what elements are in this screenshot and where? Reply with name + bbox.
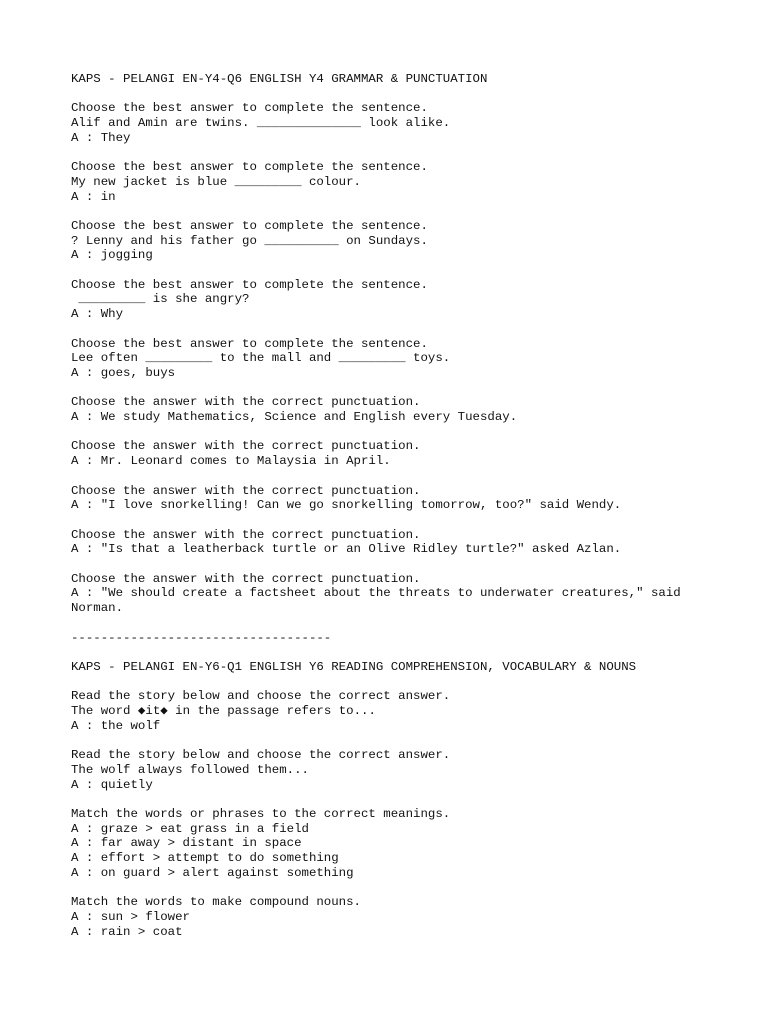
question-instruction: Choose the best answer to complete the sentence. [71,218,428,233]
answer-line: A : graze > eat grass in a field [71,821,309,836]
question-instruction: Choose the best answer to complete the sentence. [71,336,428,351]
answer-line: A : Why [71,307,124,322]
answer-line: A : effort > attempt to do something [71,851,339,866]
answer-line: A : rain > coat [71,924,183,939]
text-line: The wolf always followed them... [71,762,309,777]
blank-line [71,616,711,631]
question-instruction: Choose the answer with the correct punctuation. [71,395,421,410]
answer-line: A : sun > flower [71,909,190,924]
blank-line [71,645,711,660]
text-line: Norman. [71,601,124,616]
question-instruction: Choose the best answer to complete the sentence. [71,101,428,116]
question-instruction: Choose the answer with the correct punctuation. [71,483,421,498]
answer-line: A : far away > distant in space [71,836,302,851]
blank-line [71,204,711,219]
text-line: My new jacket is blue _________ colour. [71,174,361,189]
question-instruction: Choose the answer with the correct punctuation. [71,571,421,586]
answer-line: A : Mr. Leonard comes to Malaysia in April. [71,454,391,469]
question-instruction: Choose the answer with the correct punctuation. [71,527,421,542]
blank-line [71,263,711,278]
answer-line: A : "We should create a factsheet about the threats to underwater creatures," said [71,586,681,601]
blank-line [71,322,711,337]
answer-line: A : on guard > alert against something [71,865,354,880]
answer-line: A : They [71,130,131,145]
question-instruction: Read the story below and choose the correct answer. [71,689,451,704]
answer-line: A : We study Mathematics, Science and English every Tuesday. [71,410,518,425]
question-instruction: Match the words to make compound nouns. [71,895,361,910]
answer-line: A : goes, buys [71,365,176,380]
blank-line [71,469,711,484]
text-line: ? Lenny and his father go __________ on Sundays. [71,233,428,248]
answer-line: A : jogging [71,248,153,263]
question-instruction: Choose the best answer to complete the sentence. [71,160,428,175]
section-heading: KAPS - PELANGI EN-Y6-Q1 ENGLISH Y6 READING COMPREHENSION, VOCABULARY & NOUNS [71,659,637,674]
blank-line [71,425,711,440]
text-line: Lee often _________ to the mall and _________ toys. [71,351,451,366]
blank-line [71,146,711,161]
section-heading: KAPS - PELANGI EN-Y4-Q6 ENGLISH Y4 GRAMMAR & PUNCTUATION [71,72,488,86]
blank-line [71,381,711,396]
text-line: _________ is she angry? [71,292,250,307]
text-line: Alif and Amin are twins. ______________ look alike. [71,116,451,131]
answer-line: A : "Is that a leatherback turtle or an Olive Ridley turtle?" asked Azlan. [71,542,622,557]
blank-line [71,557,711,572]
blank-line [71,792,711,807]
blank-line [71,880,711,895]
blank-line [71,733,711,748]
answer-line: A : in [71,189,116,204]
blank-line [71,513,711,528]
blank-line [71,87,711,102]
question-instruction: Match the words or phrases to the correct meanings. [71,806,451,821]
section-divider: ----------------------------------- [71,630,332,645]
text-line: The word ◆it◆ in the passage refers to... [71,704,376,719]
question-instruction: Choose the answer with the correct punctuation. [71,439,421,454]
question-instruction: Choose the best answer to complete the sentence. [71,277,428,292]
answer-line: A : "I love snorkelling! Can we go snorkelling tomorrow, too?" said Wendy. [71,498,622,513]
question-instruction: Read the story below and choose the correct answer. [71,748,451,763]
blank-line [71,675,711,690]
answer-line: A : quietly [71,777,153,792]
document-body [71,72,711,939]
answer-line: A : the wolf [71,718,161,733]
